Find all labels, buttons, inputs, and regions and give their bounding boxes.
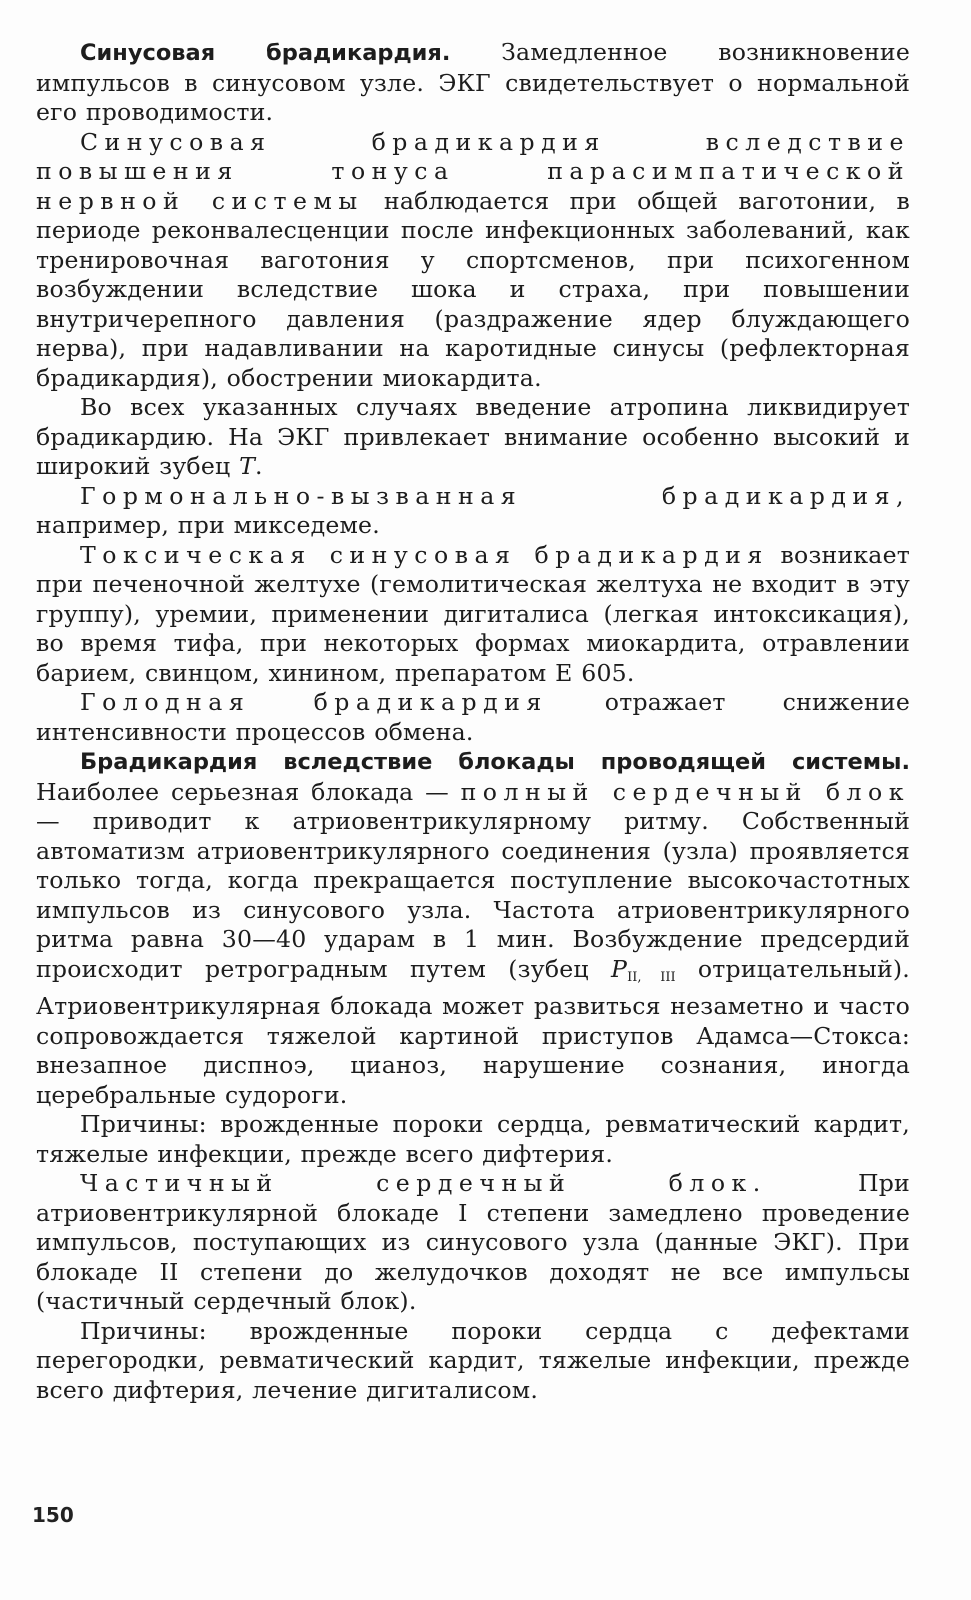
paragraph-toxic-bradycardia xyxy=(36,541,910,689)
spaced-term: Токсическая синусовая брадикардия xyxy=(80,540,769,569)
paragraph-text: отрицательный). Атриовентрикулярная блокада может развиться незаметно и часто сопровождается тяжелой картиной приступов Адамса—Стокса: внезапное диспноэ, цианоз, нарушение сознания, иногда церебральные судороги. xyxy=(36,954,911,1109)
body-text xyxy=(36,38,910,1405)
paragraph-text: Причины: врожденные пороки сердца, ревматический кардит, тяжелые инфекции, прежде всего дифтерия. xyxy=(36,1110,910,1168)
paragraph-text: Причины: врожденные пороки сердца с дефектами перегородки, ревматический кардит, тяжелые инфекции, прежде всего дифтерия, лечение дигиталисом. xyxy=(36,1316,910,1404)
paragraph-text: наблюдается при общей ваготонии, в периоде реконвалесценции после инфекционных заболеваний, как тренировочная ваготония у спортсменов, при психогенном возбуждении вследствие шока и страха, при повышении внутричерепного давления (раздражение ядер блуждающего нерва), при надавливании на каротидные синусы (рефлекторная брадикардия), обострении миокардита. xyxy=(36,186,911,392)
paragraph-text: возникает при печеночной желтухе (гемолитическая желтуха не входит в эту группу), уремии, применении дигиталиса (легкая интоксикация), во время тифа, при некоторых формах миокардита, отравлении барием, свинцом, хинином, препаратом Е 605. xyxy=(36,540,910,687)
paragraph-hunger-bradycardia xyxy=(36,688,910,747)
paragraph-vagal-bradycardia xyxy=(36,128,910,394)
paragraph-text: Наиболее серьезная блокада — xyxy=(36,777,461,806)
section-heading: Синусовая брадикардия. xyxy=(80,40,451,66)
paragraph-sinus-bradycardia xyxy=(36,38,910,128)
spaced-term: полный сердечный блок xyxy=(460,777,910,806)
page-number: 150 xyxy=(32,1503,74,1527)
spaced-term: Гормонально-вызванная брадикардия, xyxy=(80,481,910,510)
spaced-term: Частичный сердечный блок. xyxy=(80,1169,767,1197)
section-heading: Брадикардия вследствие блокады проводящей системы. xyxy=(80,749,910,775)
paragraph-text: Во всех указанных случаях введение атропина ликвидирует брадикардию. На ЭКГ привлекает внимание особенно высокий и широкий зубец xyxy=(36,393,910,480)
italic-symbol: T xyxy=(239,452,255,480)
subscript: II, III xyxy=(627,969,676,985)
paragraph-text: При атриовентрикулярной блокаде I степени замедлено проведение импульсов, поступающих из синусового узла (данные ЭКГ). При блокаде II степени до желудочков доходят не все импульсы (частичный сердечный блок). xyxy=(36,1169,910,1315)
spaced-term: Синусовая брадикардия вследствие повышения тонуса парасимпатической нервной системы xyxy=(36,127,910,215)
paragraph-conduction-block xyxy=(36,747,910,1110)
italic-symbol: P xyxy=(611,954,628,983)
paragraph-text: — приводит к атриовентрикулярному ритму. Собственный автоматизм атриовентрикулярного соединения (узла) проявляется только тогда, когда прекращается поступление высокочастотных импульсов из синусового узла. Частота атриовентрикулярного ритма равна 30—40 ударам в 1 мин. Возбуждение предсердий происходит ретроградным путем (зубец xyxy=(36,807,910,983)
paragraph-text: Замедленное возникновение импульсов в синусовом узле. ЭКГ свидетельствует о нормальной его проводимости. xyxy=(36,38,910,126)
paragraph-text-end: . xyxy=(255,452,263,480)
paragraph-text: отражает снижение интенсивности процессов обмена. xyxy=(36,688,910,746)
paragraph-atropine xyxy=(36,393,910,482)
paragraph-causes-2 xyxy=(36,1317,910,1406)
paragraph-hormonal-bradycardia xyxy=(36,482,910,541)
paragraph-partial-block xyxy=(36,1169,910,1317)
spaced-term: Голодная брадикардия xyxy=(80,688,548,716)
paragraph-text: например, при микседеме. xyxy=(36,511,380,539)
paragraph-causes-1 xyxy=(36,1110,910,1169)
